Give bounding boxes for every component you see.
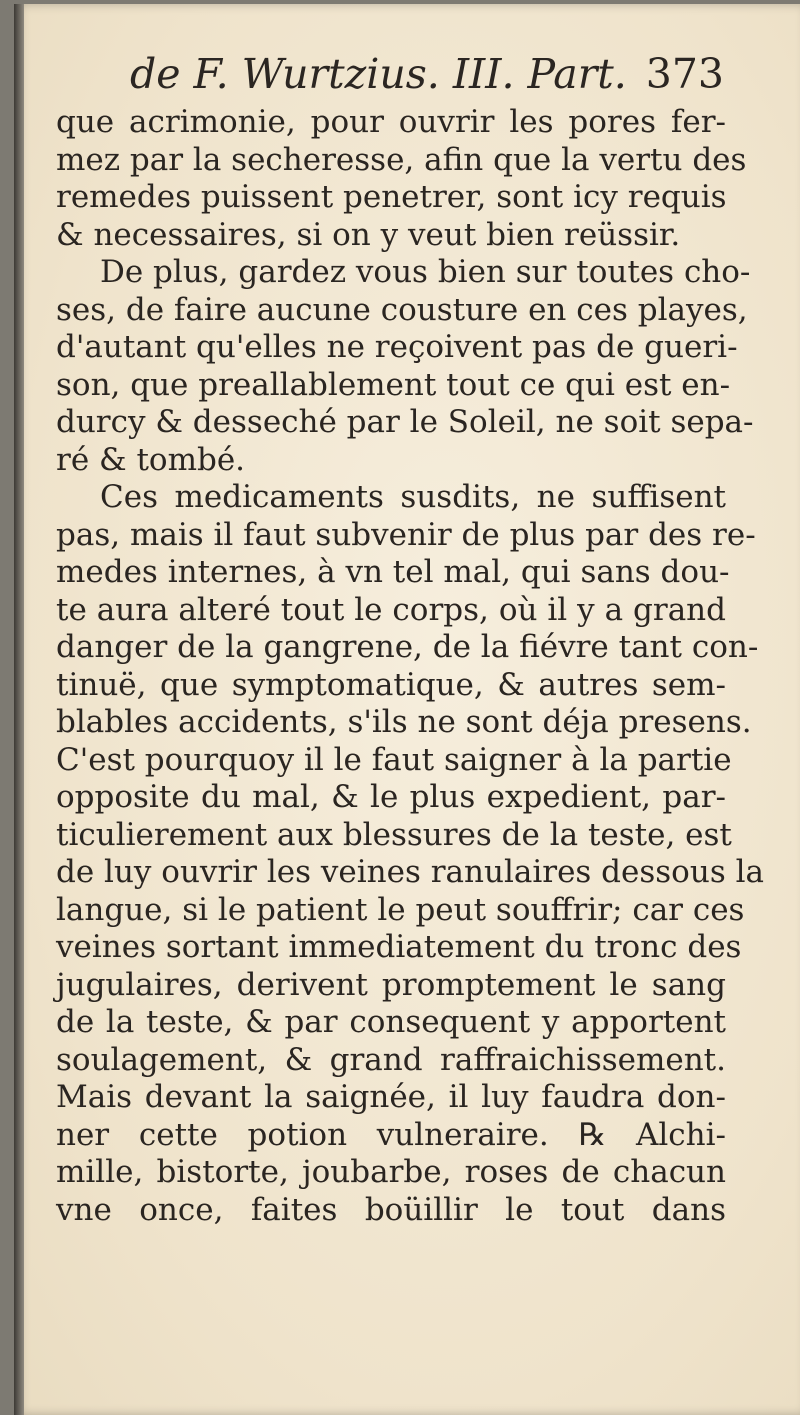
text-line: tinuë, que symptomatique, & autres sem- [56, 666, 726, 703]
text-line: mille, bistorte, joubarbe, roses de chacun [56, 1154, 726, 1190]
book-page [14, 4, 800, 1415]
body-text [56, 104, 764, 1229]
text-line: blables accidents, s'ils ne sont déja presens. [56, 704, 752, 740]
running-title: de F. Wurtzius. III. Part. [130, 50, 627, 98]
text-line: Ces medicaments susdits, ne suffisent [100, 479, 726, 515]
text-line: & necessaires, si on y veut bien reüssir. [56, 216, 681, 253]
page-gutter-shadow [14, 4, 24, 1415]
text-line: ses, de faire aucune cousture en ces playes, [56, 291, 748, 328]
running-header [118, 50, 728, 102]
text-line: Mais devant la saignée, il luy faudra don- [56, 1079, 726, 1115]
text-line: ré & tombé. [56, 441, 246, 478]
text-line: soulagement, & grand raffraichissement. [56, 1041, 726, 1078]
text-line: vne once, faites boüillir le tout dans [56, 1191, 726, 1228]
text-line: C'est pourquoy il le faut saigner à la partie [56, 741, 732, 778]
text-line: ticulierement aux blessures de la teste, est [56, 816, 732, 853]
text-line: jugulaires, derivent promptement le sang [56, 966, 726, 1003]
text-line: de luy ouvrir les veines ranulaires dessous la [56, 854, 764, 890]
page-number: 373 [645, 50, 724, 98]
text-line: langue, si le patient le peut souffrir; car ces [56, 891, 745, 928]
text-line: ner cette potion vulneraire. ℞ Alchi- [56, 1116, 726, 1153]
text-line: que acrimonie, pour ouvrir les pores fer- [56, 104, 726, 140]
text-line: te aura alteré tout le corps, où il y a grand [56, 591, 726, 628]
text-line: medes internes, à vn tel mal, qui sans dou- [56, 554, 730, 590]
text-line: De plus, gardez vous bien sur toutes cho- [100, 254, 751, 290]
text-line: son, que preallablement tout ce qui est en- [56, 366, 731, 403]
text-line: remedes puissent penetrer, sont icy requis [56, 179, 727, 215]
text-line: opposite du mal, & le plus expedient, par- [56, 779, 726, 815]
text-line: veines sortant immediatement du tronc des [56, 929, 742, 965]
text-line: durcy & desseché par le Soleil, ne soit sepa- [56, 404, 754, 440]
text-line: d'autant qu'elles ne reçoivent pas de gueri- [56, 329, 738, 365]
text-line: danger de la gangrene, de la fiévre tant con- [56, 629, 759, 665]
text-line: pas, mais il faut subvenir de plus par des re- [56, 516, 756, 553]
text-line: mez par la secheresse, afin que la vertu des [56, 141, 747, 178]
text-line: de la teste, & par consequent y apportent [56, 1004, 726, 1040]
